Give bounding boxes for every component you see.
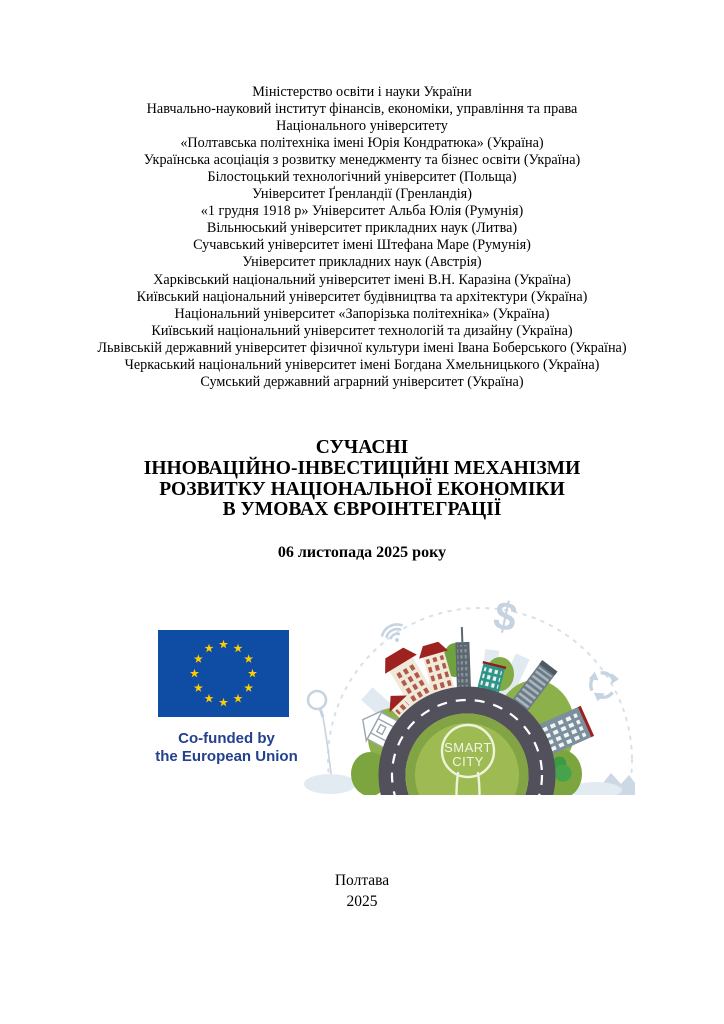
dark-skyscraper: [455, 627, 471, 690]
wifi-icon: [380, 621, 408, 647]
cloud-shape: [304, 774, 356, 794]
institution-line: Київський національний університет будівництва та архітектури (Україна): [136, 288, 588, 305]
institution-line: Львівській державний університет фізичної культури імені Івана Боберського (Україна): [97, 339, 627, 356]
smart-city-label-line2: CITY: [452, 754, 484, 769]
institution-line: «1 грудня 1918 р» Університет Альба Юлія (Румунія): [200, 203, 524, 220]
institution-line: Національний університет «Запорізька політехніка» (Україна): [174, 305, 550, 322]
institution-line: Київський національний університет технологій та дизайну (Україна): [151, 322, 573, 339]
recycle-icon: [586, 670, 620, 704]
institution-line: Білостоцький технологічний університет (Польща): [207, 169, 517, 186]
institution-line: Університет Ґренландії (Гренландія): [252, 186, 472, 203]
institution-line: Черкаський національний університет імені Богдана Хмельницького (Україна): [124, 356, 600, 373]
eu-cofunded-caption: [134, 730, 319, 765]
dollar-icon: $: [489, 593, 521, 641]
eu-caption-line: the European Union: [155, 747, 298, 765]
smart-city-label-line1: SMART: [444, 740, 492, 755]
footer-year: 2025: [346, 893, 378, 910]
conference-title: [0, 438, 724, 521]
institution-line: Вільнюський університет прикладних наук (Литва): [206, 220, 518, 237]
institution-line: Сумський державний аграрний університет (Україна): [200, 373, 524, 390]
eu-flag: [158, 630, 289, 717]
institution-line: Університет прикладних наук (Австрія): [242, 254, 482, 271]
footer-city: Полтава: [334, 872, 390, 889]
conference-date: 06 листопада 2025 року: [277, 544, 447, 561]
institution-line: Міністерство освіти і науки України: [252, 84, 472, 100]
eu-caption-line: Co-funded by: [178, 730, 275, 747]
institution-line: Національного університету: [276, 118, 448, 135]
institution-line: Навчально-науковий інститут фінансів, економіки, управління та права: [146, 101, 578, 118]
smart-city-illustration: [300, 588, 635, 795]
conference-title-line: ІННОВАЦІЙНО-ІНВЕСТИЦІЙНІ МЕХАНІЗМИ: [143, 457, 581, 479]
institution-line: Українська асоціація з розвитку менеджменту та бізнес освіти (Україна): [143, 152, 581, 169]
conference-title-line: В УМОВАХ ЄВРОІНТЕГРАЦІЇ: [222, 499, 502, 521]
conference-title-line: РОЗВИТКУ НАЦІОНАЛЬНОЇ ЕКОНОМІКИ: [159, 478, 565, 500]
institution-line: Харківський національний університет імені В.Н. Каразіна (Україна): [153, 271, 571, 288]
conference-title-line: СУЧАСНІ: [315, 437, 409, 458]
institution-line: Сучавський університет імені Штефана Маре (Румунія): [193, 237, 531, 254]
institutions-list: [0, 84, 724, 391]
institution-line: «Полтавська політехніка імені Юрія Кондратюка» (Україна): [180, 135, 544, 152]
